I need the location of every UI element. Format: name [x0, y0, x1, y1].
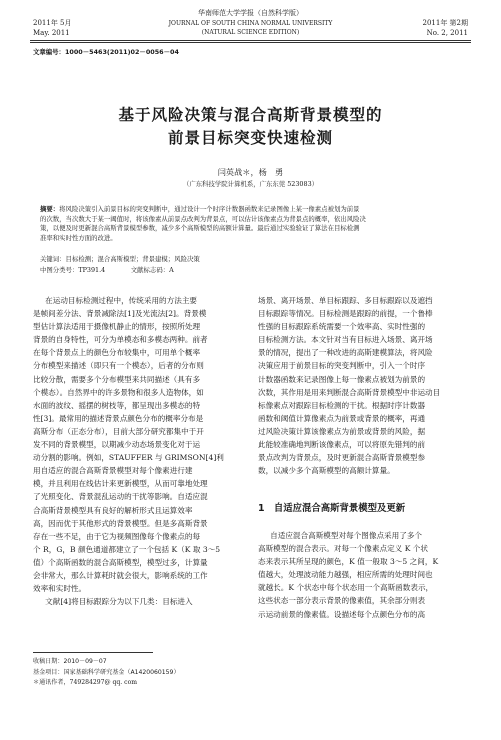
- authors: 闫英战＊，杨 勇: [217, 167, 284, 177]
- body-line: 决策应用于前景目标的突变判断中，引入一个时序: [258, 361, 426, 371]
- body-line: 目标跟踪等情况。目标检测是跟踪的前提，一个鲁棒: [258, 309, 433, 319]
- abstract-label: 摘要：: [40, 205, 60, 213]
- body-line: 计数器函数来记录图像上每一像素点被划为前景的: [258, 374, 426, 384]
- body-line: 存在一些不足，由于它为视频图像每个像素点的每: [33, 531, 201, 541]
- body-line: 场景、离开场景、单目标跟踪、多目标跟踪以及遮挡: [258, 296, 433, 305]
- body-line: 在运动目标检测过程中，传统采用的方法主要: [45, 296, 198, 305]
- body-line: 是帧间差分法、背景减除法[1]及光流法[2]。背景模: [33, 309, 207, 319]
- body-line: 分布模型来描述（即只有一个模态），后者的分布则: [33, 361, 204, 371]
- journal-edition-en: (NATURAL SCIENCE EDITION): [201, 29, 300, 36]
- body-line: 值越大，处理波动能力越强，相应所需的处理时间也: [258, 570, 433, 580]
- body-line: 动分割的影响。例如，STAUFFER 与 GRIMSON[4]利: [33, 453, 224, 463]
- left-column: [33, 294, 246, 608]
- body-line: 值）个高斯函数的混合高斯模型，模型过多，计算量: [33, 557, 208, 567]
- body-line: 过风险决策计算该像素点为前景或背景的风险，据: [258, 426, 426, 436]
- header-rule-bottom: [30, 42, 471, 43]
- body-line: 标像素点对跟踪目标检测的干扰。根据时序计数器: [258, 400, 426, 410]
- header-rule-top: [30, 40, 471, 41]
- title-line-1: 基于风险决策与混合高斯背景模型的: [118, 106, 383, 124]
- abstract-line: 的次数，当次数大于某一阈值时，将该像素从前景点改判为背景点，可以估计该像素点为背景点的概率，依出风险决: [40, 214, 366, 223]
- right-column-bottom: [258, 529, 471, 621]
- body-line: 比较分散，需要多个分布模型来共同描述（具有多: [33, 374, 201, 384]
- journal-name-cn: 华南师范大学学报（自然科学版）: [198, 9, 303, 17]
- body-line: 高斯模型的混合表示。对每一个像素点定义 K 个状: [258, 544, 428, 554]
- body-line: 水面的波纹、摇摆的树枝等，都呈现出多模态的特: [33, 400, 201, 410]
- body-line: 个模态）。自然界中的许多景物和很多人造物体，如: [33, 387, 204, 397]
- body-line: 发不同的背景模型，以期减少动态场景变化对于运: [33, 440, 201, 450]
- body-line: 背景的自身特性，可分为单模态和多模态两种。前者: [33, 335, 208, 345]
- abstract-line: 将风险决策引入前景目标的突变判断中，通过设计一个时序计数器函数来记录图像上某一像素点被划为前景: [59, 205, 360, 213]
- right-column-top: [258, 294, 471, 477]
- keywords: 关键词：目标检测；混合高斯模型；背景建模；风险决策: [40, 255, 200, 263]
- body-line: 在每个背景点上的颜色分布较集中，可用单个概率: [33, 348, 201, 358]
- body-line: 景点改判为背景点，及时更新混合高斯背景模型参: [258, 453, 426, 463]
- body-line: 数，以减少多个高斯模型的高额计算量。: [258, 466, 395, 476]
- body-line: 会非常大，那么计算耗时就会很大，影响系统的工作: [33, 570, 208, 580]
- footnotes: [33, 657, 246, 689]
- section-heading: 1 自适应混合高斯背景模型及更新: [258, 503, 406, 514]
- body-line: 就越长。K 个状态中每个状态用一个高斯函数表示，: [258, 583, 434, 593]
- header-issue-en: No. 2, 2011: [426, 29, 468, 37]
- body-line: 型估计算法适用于摄像机静止的情形，按照所处理: [33, 322, 201, 332]
- body-line: 态来表示其所呈现的颜色，K 值一般取 3～5 之间，K: [258, 557, 439, 567]
- body-line: 个 R，G，B 颜色通道都建立了一个包括 K（K 取 3～5: [33, 544, 221, 554]
- body-line: 高，因而优于其他形式的背景模型。但是多高斯背景: [33, 518, 208, 528]
- classification: 中图分类号：TP391.4 文献标志码：A: [40, 266, 174, 274]
- abstract: [40, 205, 465, 243]
- journal-name-en: JOURNAL OF SOUTH CHINA NORMAL UNIVERSITY: [168, 20, 333, 27]
- footnote-received: 收稿日期：2010－09－07: [33, 658, 107, 665]
- body-line: 此能较准确地判断该像素点，可以将原先错判的前: [258, 440, 426, 450]
- body-line: 高斯分布（正态分布），目前大部分研究都集中于开: [33, 426, 204, 436]
- footnote-rule: [33, 652, 153, 653]
- body-line: 性强的目标跟踪系统需要一个效率高、实时性强的: [258, 322, 426, 332]
- body-line: 效率和实时性。: [33, 584, 87, 594]
- body-line: 目标检测方法。本文针对当有目标进入场景、离开场: [258, 335, 433, 345]
- body-line: 模，并且利用在线估计来更新模型，从而可靠地处理: [33, 479, 208, 489]
- body-line: 函数和阈值计算像素点为前景或背景的概率，再通: [258, 413, 426, 423]
- body-line: 用自适应的混合高斯背景模型对每个像素进行建: [33, 466, 193, 476]
- body-line: 合高斯背景模型具有良好的解析形式且运算效率: [33, 505, 193, 515]
- footnote-funding: 基金项目：国家基础科学研究基金（A1420060159）: [33, 668, 180, 676]
- body-line: 自适应混合高斯模型对每个图像点采用了多个: [270, 531, 423, 540]
- body-line: 文献[4]将目标跟踪分为以下几类：目标进入: [45, 597, 193, 607]
- footnote-corresponding: ＊通讯作者，749284297@ qq. com: [33, 679, 138, 686]
- affiliation: （广东科技学院计算机系，广东东莞 523083）: [182, 180, 319, 188]
- body-line: 了光照变化、背景混乱运动的干扰等影响。自适应混: [33, 492, 208, 502]
- body-line: 次数，其作用是用来判断混合高斯背景模型中非运动目: [258, 387, 441, 397]
- title-line-2: 前景目标突变快速检测: [167, 129, 333, 147]
- abstract-line: 策，以便及时更新混合高斯背景模型参数，减少多个高斯模型的高额计算量。最后通过实验验证了算法在目标检测: [40, 224, 360, 232]
- body-line: 这些状态一部分表示背景的像素值，其余部分则表: [258, 596, 426, 606]
- header-date-cn: 2011年 5月: [33, 19, 72, 27]
- header-date-en: May. 2011: [33, 29, 70, 37]
- article-id: 文章编号：1000－5463(2011)02－0056－04: [33, 48, 179, 56]
- body-line: 景的情况，提出了一种改进的高斯建模算法，将风险: [258, 348, 433, 358]
- abstract-line: 准率和实时性方面的改进。: [40, 233, 117, 242]
- body-line: 示运动前景的像素值。设描述每个点颜色分布的高: [258, 609, 426, 619]
- body-line: 性[3]。最常用的描述背景点颜色分布的概率分布是: [33, 413, 204, 423]
- header-issue-cn: 2011年 第2期: [422, 19, 468, 27]
